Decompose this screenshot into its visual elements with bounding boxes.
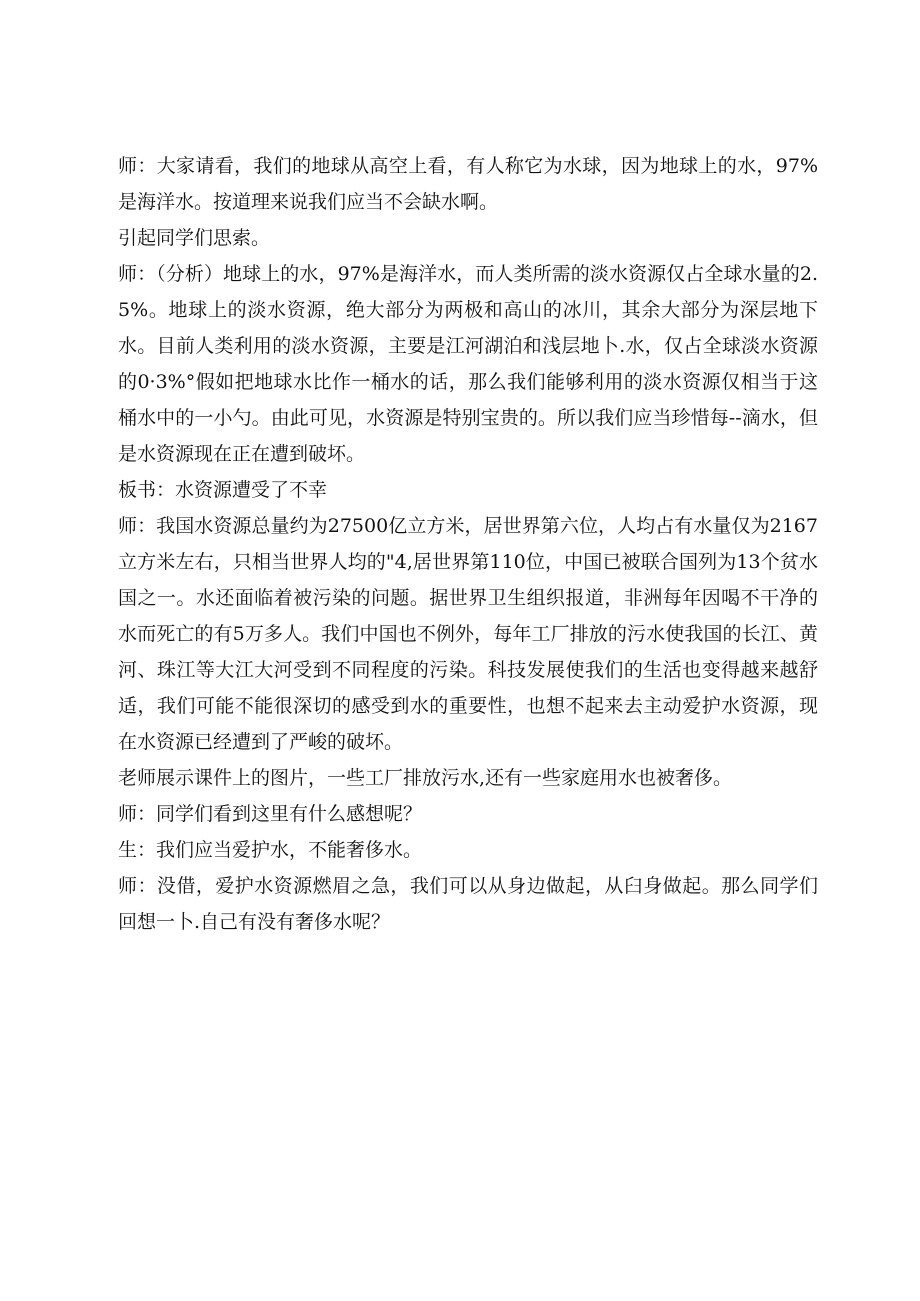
paragraph-teacher-intro: 师：大家请看，我们的地球从高空上看，有人称它为水球，因为地球上的水，97%是海洋水。按道理来说我们应当不会缺水啊。 xyxy=(118,155,818,213)
paragraph-teacher-analysis: 师：（分析）地球上的水，97%是海洋水，而人类所需的淡水资源仅占全球水量的2.5%。地球上的淡水资源，绝大部分为两极和高山的冰川，其余大部分为深层地下水。目前人类利用的淡水资源，主要是江河湖泊和浅层地卜.水，仅占全球淡水资源的0·3%°假如把地球水比作一桶水的话，那么我们能够利用的淡水资源仅相当于这桶水中的一小勺。由此可见，水资源是特别宝贵的。所以我们应当珍惜每--滴水，但是水资源现在正在遭到破坏。 xyxy=(118,263,818,465)
paragraph-courseware-images: 老师展示课件上的图片，一些工厂排放污水,还有一些家庭用水也被奢侈。 xyxy=(118,767,733,789)
paragraph-teacher-statistics: 师：我国水资源总量约为27500亿立方米，居世界第六位，人均占有水量仅为2167立方米左右，只相当世界人均的"4,居世界第110位，中国已被联合国列为13个贫水国之一。水还面临着被污染的问题。据世界卫生组织报道，非洲每年因喝不干净的水而死亡的有5万多人。我们中国也不例外，每年工厂排放的污水使我国的长江、黄河、珠江等大江大河受到不同程度的污染。科技发展使我们的生活也变得越来越舒适，我们可能不能很深切的感受到水的重要性，也想不起来去主动爱护水资源，现在水资源已经遭到了严峻的破坏。 xyxy=(118,515,818,753)
paragraph-teacher-question: 师：同学们看到这里有什么感想呢？ xyxy=(118,803,423,825)
paragraph-board-note: 板书：水资源遭受了不幸 xyxy=(118,479,328,501)
document-page xyxy=(118,148,818,940)
paragraph-teacher-conclusion: 师：没借，爱护水资源燃眉之急，我们可以从身边做起，从臼身做起。那么同学们回想一卜.自己有没有奢侈水呢？ xyxy=(118,875,818,933)
paragraph-students-think: 引起同学们思索。 xyxy=(118,227,271,249)
paragraph-student-answer: 生：我们应当爱护水，不能奢侈水。 xyxy=(118,839,423,861)
